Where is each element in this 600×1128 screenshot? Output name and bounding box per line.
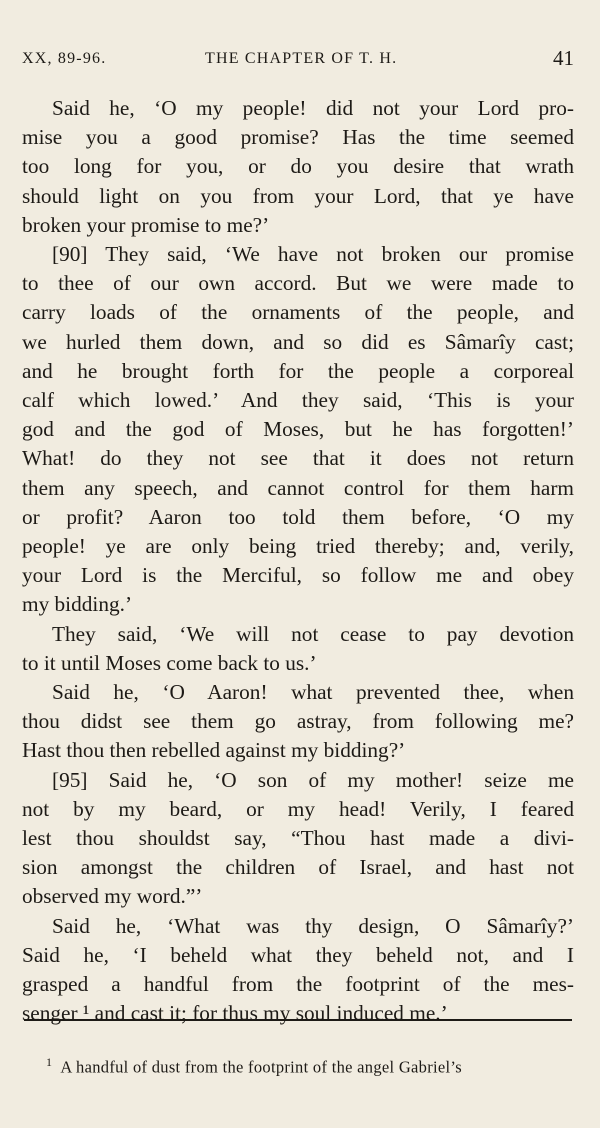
footnote: [46, 1052, 574, 1078]
text-line: not by my beard, or my head! Verily, I feared: [22, 796, 574, 821]
text-line: carry loads of the ornaments of the people, and: [22, 300, 574, 325]
text-line: to thee of our own accord. But we were made to: [22, 271, 574, 296]
text-line: Said he, ‘O Aaron! what prevented thee, when: [52, 680, 574, 705]
text-line: They said, ‘We will not cease to pay devotion: [52, 621, 574, 646]
text-line: [90] They said, ‘We have not broken our promise: [52, 242, 574, 267]
text-line: observed my word.”’: [22, 884, 203, 909]
text-line: and he brought forth for the people a corporeal: [22, 358, 574, 383]
text-line: should light on you from your Lord, that ye have: [22, 183, 574, 208]
text-line: Said he, ‘What was thy design, O Sâmarîy?’: [52, 913, 574, 938]
text-line: senger ¹ and cast it; for thus my soul induced me.’: [22, 1001, 448, 1026]
paragraph: [22, 240, 574, 620]
text-line: calf which lowed.’ And they said, ‘This is your: [22, 388, 574, 413]
footnote-divider: [24, 1019, 572, 1021]
text-line: thou didst see them go astray, from following me?: [22, 709, 574, 734]
text-line: broken your promise to me?’: [22, 212, 270, 237]
text-line: them any speech, and cannot control for them harm: [22, 475, 574, 500]
text-line: we hurled them down, and so did es Sâmarîy cast;: [22, 329, 574, 354]
page-number: 41: [553, 46, 574, 70]
text-line: sion amongst the children of Israel, and hast not: [22, 855, 574, 880]
text-line: to it until Moses come back to us.’: [22, 650, 317, 675]
running-title: THE CHAPTER OF T. H.: [205, 50, 398, 67]
text-line: your Lord is the Merciful, so follow me and obey: [22, 563, 574, 588]
text-line: lest thou shouldst say, “Thou hast made a divi-: [22, 826, 574, 851]
paragraph: [22, 94, 574, 240]
paragraph: [22, 620, 574, 678]
text-line: Said he, ‘I beheld what they beheld not, and I: [22, 942, 574, 967]
paragraph: [22, 678, 574, 766]
running-header: [22, 46, 574, 74]
footnote-text: A handful of dust from the footprint of the angel Gabriel’s: [60, 1057, 463, 1077]
text-line: or profit? Aaron too told them before, ‘O my: [22, 504, 574, 529]
text-line: too long for you, or do you desire that wrath: [22, 154, 574, 179]
main-text: [22, 94, 574, 1029]
text-line: people! ye are only being tried thereby; and, verily,: [22, 534, 574, 559]
chapter-verse-range: XX, 89-96.: [22, 50, 107, 67]
paragraph: [22, 766, 574, 912]
text-line: [95] Said he, ‘O son of my mother! seize me: [52, 767, 574, 792]
text-line: Hast thou then rebelled against my bidding?’: [22, 738, 406, 763]
text-line: grasped a handful from the footprint of the mes-: [22, 972, 574, 997]
text-line: mise you a good promise? Has the time seemed: [22, 125, 574, 150]
paragraph: [22, 912, 574, 1029]
text-line: god and the god of Moses, but he has forgotten!’: [22, 417, 574, 442]
text-line: Said he, ‘O my people! did not your Lord pro-: [52, 96, 574, 120]
text-line: What! do they not see that it does not return: [22, 446, 574, 471]
footnote-marker: 1: [46, 1055, 53, 1069]
text-line: my bidding.’: [22, 592, 133, 617]
